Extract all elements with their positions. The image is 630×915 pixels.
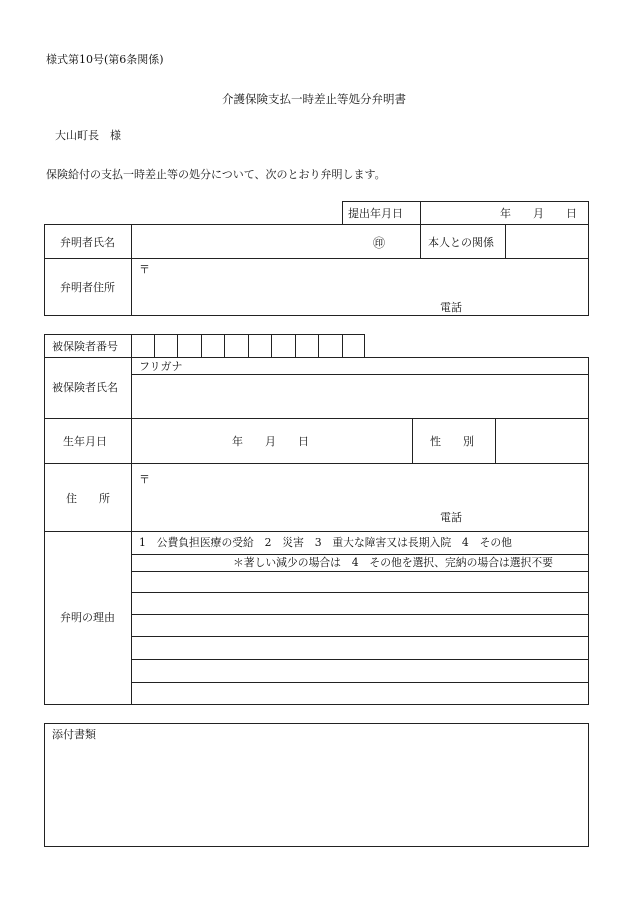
attachments-box[interactable] bbox=[44, 723, 589, 847]
insured-number-field[interactable] bbox=[132, 335, 364, 357]
relation-field[interactable] bbox=[509, 228, 585, 254]
relation-label: 本人との関係 bbox=[428, 236, 494, 249]
reason-note: ＊著しい減少の場合は 4 その他を選択、完納の場合は選択不要 bbox=[233, 556, 553, 569]
addressee: 大山町長 様 bbox=[55, 129, 121, 142]
dob-label: 生年月日 bbox=[63, 435, 107, 448]
insured-address-label: 住 所 bbox=[66, 492, 110, 505]
furigana-label: フリガナ bbox=[139, 360, 183, 373]
attachments-label: 添付書類 bbox=[52, 728, 96, 741]
insured-postal-mark: 〒 bbox=[139, 473, 150, 486]
submission-date-value[interactable]: 年 月 日 bbox=[500, 207, 577, 220]
reason-label: 弁明の理由 bbox=[60, 611, 115, 624]
form-number: 様式第10号(第6条関係) bbox=[46, 53, 164, 66]
insured-phone-label: 電話 bbox=[440, 511, 462, 524]
insured-name-label: 被保険者氏名 bbox=[52, 381, 118, 394]
insured-name-field[interactable] bbox=[136, 378, 584, 414]
sex-label: 性 別 bbox=[430, 435, 474, 448]
page-title: 介護保険支払一時差止等処分弁明書 bbox=[222, 92, 406, 106]
furigana-field[interactable] bbox=[190, 359, 584, 372]
insured-address-field[interactable] bbox=[136, 468, 584, 526]
reason-options[interactable]: 1 公費負担医療の受給 2 災害 3 重大な障害又は長期入院 4 その他 bbox=[139, 536, 512, 549]
reason-detail-field[interactable] bbox=[134, 573, 586, 703]
sex-field[interactable] bbox=[499, 422, 585, 459]
applicant-phone-label: 電話 bbox=[440, 301, 462, 314]
applicant-postal-mark: 〒 bbox=[139, 263, 150, 276]
applicant-address-label: 弁明者住所 bbox=[60, 281, 115, 294]
seal-mark: ㊞ bbox=[373, 236, 386, 250]
submission-date-label: 提出年月日 bbox=[348, 207, 403, 220]
dob-value[interactable]: 年 月 日 bbox=[232, 435, 309, 448]
applicant-address-field[interactable] bbox=[136, 262, 584, 312]
applicant-name-label: 弁明者氏名 bbox=[60, 236, 115, 249]
intro-text: 保険給付の支払一時差止等の処分について、次のとおり弁明します。 bbox=[46, 168, 386, 181]
insured-number-label: 被保険者番号 bbox=[52, 340, 118, 353]
